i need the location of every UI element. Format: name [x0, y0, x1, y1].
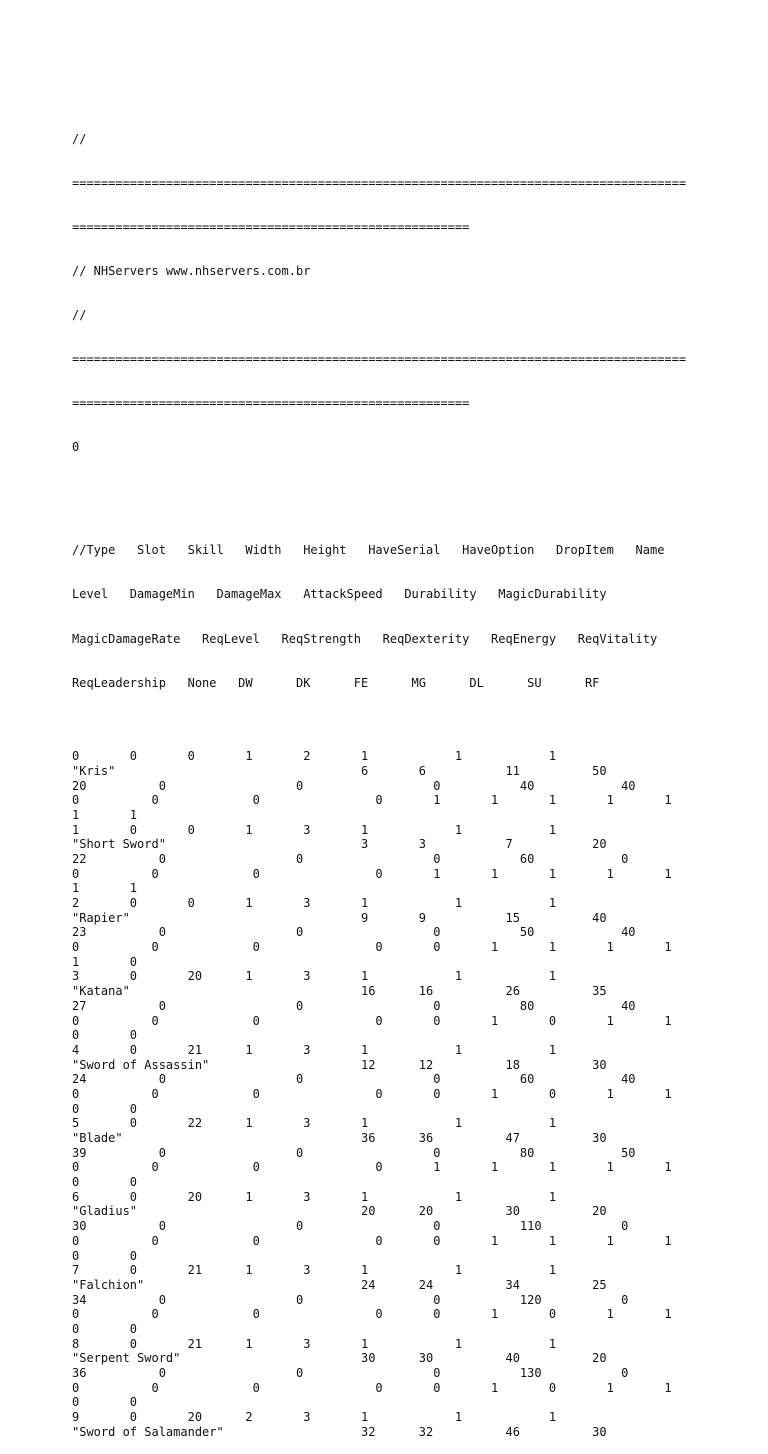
item-list-document	[72, 73, 702, 1454]
item-record-line: 0 0	[72, 1028, 138, 1043]
item-record-line: "Gladius" 20 20 30 20	[72, 1204, 607, 1219]
item-record-line: 0 0 0 0 1 1 1 1 1	[72, 793, 672, 808]
item-record-line: 0 0	[72, 1248, 138, 1263]
item-record-line: 30 0 0 0 110 0	[72, 1219, 629, 1234]
item-record-line: "Katana" 16 16 26 35	[72, 984, 607, 999]
separator-line: =====================================================================================	[72, 175, 687, 190]
site-comment: // NHServers www.nhservers.com.br	[72, 264, 311, 279]
item-record-line: 34 0 0 0 120 0	[72, 1292, 629, 1307]
item-record-line: 0 0 0 0 0 1 0 1 1	[72, 1013, 672, 1028]
item-record-line: 0 0 0 0 1 1 1 1 1	[72, 866, 672, 881]
item-record-line: 0 0	[72, 1321, 138, 1336]
item-record-line: 3 0 20 1 3 1 1 1	[72, 969, 557, 984]
item-record-line: 0 0 0 0 0 1 0 1 1	[72, 1307, 672, 1322]
item-record-line: 0 0 0 0 0 1 1 1 1	[72, 1233, 672, 1248]
item-record-line: 0 0 0 0 0 1 1 1 1	[72, 940, 672, 955]
item-record-line: "Sword of Salamander" 32 32 46 30	[72, 1424, 607, 1439]
item-record-line: 20 0 0 0 40 40	[72, 778, 636, 793]
column-header	[72, 514, 702, 720]
column-header-line: ReqLeadership None DW DK FE MG DL SU RF	[72, 675, 600, 690]
item-record-line: 24 0 0 0 60 40	[72, 1072, 636, 1087]
item-record-line: "Rapier" 9 9 15 40	[72, 910, 607, 925]
separator-line: =======================================================	[72, 220, 470, 234]
item-record-line: 0 0	[72, 1175, 138, 1190]
item-record-line: 2 0 0 1 3 1 1 1	[72, 896, 557, 911]
item-record-line: "Falchion" 24 24 34 25	[72, 1277, 607, 1292]
item-record-line: 9 0 20 2 3 1 1 1	[72, 1410, 557, 1425]
column-header-line: //Type Slot Skill Width Height HaveSerial HaveOption DropItem Name	[72, 543, 665, 558]
item-record-line: 1 0	[72, 954, 138, 969]
item-record-line: 0 0	[72, 1395, 138, 1410]
item-record-line: "Kris" 6 6 11 50	[72, 763, 607, 778]
item-record-line: 27 0 0 0 80 40	[72, 998, 636, 1013]
item-record-line: 7 0 21 1 3 1 1 1	[72, 1263, 557, 1278]
item-record-line: 39 0 0 0 80 50	[72, 1145, 636, 1160]
item-record-line: "Serpent Sword" 30 30 40 20	[72, 1351, 607, 1366]
separator-line: =======================================================	[72, 396, 470, 411]
comment-line: //	[72, 131, 87, 146]
separator-line: =====================================================================================	[72, 352, 687, 367]
comment-line: //	[72, 308, 87, 323]
item-record-line: 4 0 21 1 3 1 1 1	[72, 1042, 557, 1057]
item-record-line: "Short Sword" 3 3 7 20	[72, 837, 607, 852]
item-record-line: "Blade" 36 36 47 30	[72, 1131, 607, 1146]
item-record-line: 0 0	[72, 1101, 138, 1116]
item-record-line: 5 0 22 1 3 1 1 1	[72, 1116, 557, 1131]
item-record-line: 0 0 0 0 0 1 0 1 1	[72, 1086, 672, 1101]
item-record-line: 1 1	[72, 881, 138, 896]
column-header-line: MagicDamageRate ReqLevel ReqStrength ReqDexterity ReqEnergy ReqVitality	[72, 631, 658, 646]
item-record-line: 0 0 0 0 0 1 0 1 1	[72, 1380, 672, 1395]
column-header-line: Level DamageMin DamageMax AttackSpeed Durability MagicDurability	[72, 587, 607, 602]
item-record-line: 8 0 21 1 3 1 1 1	[72, 1336, 557, 1351]
file-header	[72, 102, 702, 484]
section-index: 0	[72, 440, 80, 455]
item-record-line: 0 0 0 1 2 1 1 1	[72, 749, 557, 764]
item-record-line: 0 0 0 0 1 1 1 1 1	[72, 1160, 672, 1175]
item-records	[72, 749, 702, 1439]
item-record-line: 1 1	[72, 807, 138, 822]
item-record-line: "Sword of Assassin" 12 12 18 30	[72, 1057, 607, 1072]
item-record-line: 36 0 0 0 130 0	[72, 1366, 629, 1381]
item-record-line: 23 0 0 0 50 40	[72, 925, 636, 940]
item-record-line: 22 0 0 0 60 0	[72, 851, 629, 866]
item-record-line: 6 0 20 1 3 1 1 1	[72, 1189, 557, 1204]
item-record-line: 1 0 0 1 3 1 1 1	[72, 822, 557, 837]
